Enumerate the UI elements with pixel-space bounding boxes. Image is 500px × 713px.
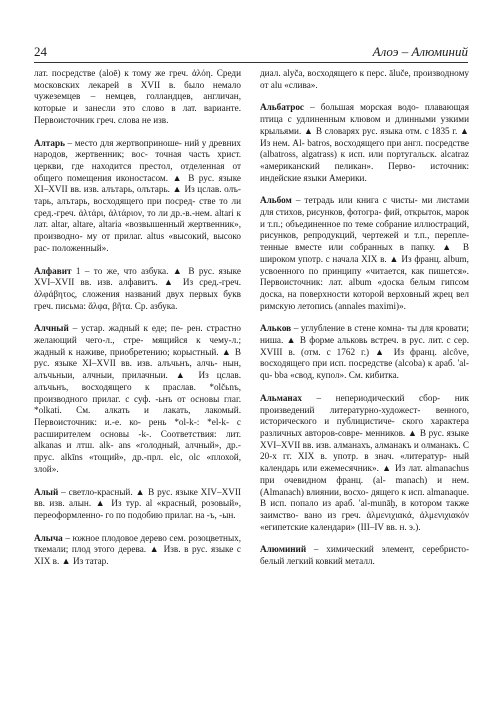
entry-line: «читается, как пишется». Первоисточник: (260, 265, 469, 288)
entry-line: источник: индейские языки Америки. (260, 160, 469, 183)
entry-line: производному от alu «слива». (260, 68, 469, 90)
entry-line: С 20-х гг. XIX в. употр. в знач. «литератур- (260, 439, 470, 462)
entry-line: серебристо-белый легкий ковкий металл. (260, 544, 469, 567)
entry-line: дящего к исп. almanaque. В исп. попало из (260, 486, 469, 509)
page-number: 24 (34, 44, 47, 59)
dictionary-entry (260, 102, 469, 184)
entry-line: стве то ли сред.-греч. ἀλτάρι, ἀλτάριον, то (34, 196, 241, 218)
entry-line-rest: 1 – то же, что азбука. ▲ В (71, 265, 195, 276)
entry-line: «возвышенный жертвенник», производно- (34, 219, 242, 242)
entry-line: batros, восходящего при англ. посредстве (307, 137, 469, 148)
entry-line: изв. алманахъ, алманакъ и олманакъ. (316, 439, 461, 450)
dictionary-entry (34, 487, 241, 522)
entry-line: В широком употр. с начала XIX в. ▲ Из (260, 242, 469, 264)
entry-line: менников. ▲ В рус. языке XVI–XVII вв. (260, 427, 470, 450)
entry-line: лат. album «доска белым гипсом доска, (260, 277, 470, 299)
entry-line-rest: – устар. жадный к еде; пе- (68, 323, 183, 334)
dictionary-entry (260, 544, 469, 567)
entry-line: репродукций, чертежей и т.п., перепле- (303, 230, 469, 241)
entry-headword: Алчный (34, 323, 69, 334)
left-column (34, 68, 241, 568)
entry-continuation (260, 68, 469, 91)
entry-headword: Алый (34, 486, 59, 497)
entry-line: араб. 'al-munāḫ, в котором также заимство- (260, 498, 469, 520)
entry-line: вел римскую летопись (annales maximi)». (260, 288, 470, 311)
entry-line: ans «голодный, алчный», др.-прус. alkīns (34, 440, 241, 463)
dictionary-entry (260, 323, 469, 382)
entry-line: 1762 г.) ▲ Из франц. alcôve, восходящего (260, 346, 469, 369)
entry-line-rest: – тетрадь или книга с чисты- (291, 195, 418, 206)
running-title: Алоэ – Алюминий (372, 44, 468, 59)
dictionary-entry (34, 323, 241, 475)
entry-line: лат. almanachus при очевидном франц. (al- (260, 463, 469, 485)
entry-line: розоцветных, ткемали; плод этого дерева. (34, 532, 242, 555)
entry-line: ний у древних народов, жертвенник; вос- (34, 137, 241, 160)
entry-line: *olčьnъ, производного прилаг. с суф. (34, 381, 242, 404)
entry-line: положенный». (52, 242, 109, 253)
entry-headword: Алтарь (34, 137, 65, 148)
entry-line-rest: – непериодический сбор- (301, 392, 441, 403)
entry-line: му от прилаг. altus «высокий, высоко рас- (34, 231, 242, 253)
entry-line: ▲ Изв. в рус. языке с XIX в. ▲ Из татар. (34, 544, 241, 567)
entry-line-rest: – большая морская водо- (304, 102, 419, 113)
entry-line: венного, исторического и публицистиче- (260, 404, 470, 427)
entry-headword: Альманах (260, 392, 302, 403)
entry-line: на поверхности которой верховный жрец (287, 288, 453, 299)
entry-line: языке XIV–XVII вв. изв. алын. ▲ Из тур. (34, 486, 241, 509)
entry-line: вано из греч. ἀλμενιχιακά, ἀλμενιχιακόν (304, 509, 469, 520)
entry-line: manach) и нем. (Almanach) влиянии, восхо- (260, 474, 469, 497)
entry-line: ник произведений литературно-художест- (260, 392, 470, 415)
entry-line: ли др.-в.-нем. altari к лат. altar, altare, altaria (34, 207, 242, 230)
entry-headword: Альбатрос (260, 102, 305, 113)
entry-line: нын, алъчьныи, алчныи, прилачныи. ▲ (34, 358, 242, 381)
entry-continuation (34, 68, 241, 127)
entry-line-rest: – южное плодовое дерево сем. (62, 532, 186, 543)
entry-line: названий двух первых букв греч. письма: (34, 288, 242, 311)
right-column (260, 68, 469, 568)
entry-line: престол, отделенная от общего помещения (34, 160, 241, 183)
entry-line: встреч. в рус. лит. с сер. XVIII в. (отм. с (260, 335, 469, 357)
entry-line: ▲ Из сред.-греч. ἀλφάβητος, сложения (34, 277, 242, 299)
entry-line: al «красный, розовый», переоформленно- (34, 498, 242, 520)
entry-line: точная часть христ. церкви, где находится (34, 149, 242, 171)
entry-line: фий, открыток, марок и т.п.; объединенное (260, 207, 469, 229)
entry-line: диал. alyča, восходящего к перс. āluče, (260, 68, 411, 78)
entry-line: длинными узкими крыльями. ▲ В словарях (260, 114, 470, 136)
entry-headword: Алфавит (34, 265, 72, 276)
entry-headword: Алюминий (260, 544, 307, 555)
entry-line: рус. языке XVI–XVII вв. изв. алфавитъ. (34, 265, 241, 288)
header-rule (34, 62, 468, 63)
entry-line: приобретению; корыстный. ▲ В рус. (34, 346, 242, 369)
entry-headword: Альбом (260, 195, 292, 206)
entry-line: мящийся к чему-л.; жадный к наживе, (34, 335, 242, 357)
entry-line: по теме собрание иллюстраций, рисунков, (260, 218, 469, 241)
entry-line: -ьнъ от основы глаг. *olkati. См. алкать и (34, 393, 241, 416)
entry-line: Среди московских лекарей в XVII в. было (34, 68, 242, 90)
dictionary-entry (34, 138, 241, 255)
entry-line-rest: – место для жертвоприноше- (64, 137, 182, 148)
entry-line: тарь, алътарь, восходящего при посред- (34, 196, 196, 207)
entry-line: bba «свод, купол». См. кибитка. (274, 370, 399, 381)
entry-line: при исп. посредстве (alcoba) к араб. 'al-qu- (260, 358, 469, 381)
dictionary-entry (260, 195, 469, 312)
entry-line: ского характера различных авторов-совре- (260, 416, 469, 438)
entry-line: -k-. Соответствия: лит. alkanas и лтш. alk- (34, 428, 242, 451)
entry-line: ный календарь или ежемесячник». ▲ Из (260, 451, 469, 474)
entry-line: ми листами для стихов, рисунков, фотогра- (260, 195, 470, 218)
dictionary-entry (34, 266, 241, 313)
entry-line: плавающая птица с удлиненным клювом и (260, 102, 469, 125)
entry-line: тенные вместе или собранных в папку. ▲ (260, 242, 456, 253)
entry-headword: Алыча (34, 532, 63, 543)
entry-line: лат. посредстве (aloē) к тому же греч. ἀλόη. (34, 68, 213, 78)
entry-line-rest: – углубление в стене комна- (291, 323, 405, 334)
entry-line: англичан, которые и занесли это слово в (34, 91, 241, 114)
entry-line-rest: – светло-красный. ▲ В рус. (58, 486, 173, 497)
entry-line: рен. страстно желающий чего-л., стре- (34, 323, 242, 346)
entry-line: не изв. (141, 114, 169, 125)
entry-line: лакать, лакомый. Первоисточник: и.-е. ко- (34, 405, 242, 427)
entry-line: Из цслав. алъчьнъ, восходящего к праслав. (34, 370, 241, 392)
entry-headword: Альков (260, 323, 292, 334)
entry-line: иконостасом. ▲ В рус. языке XI–XVII вв. (34, 172, 242, 195)
entry-line: рень *ol-k-: *el-k- с расширителем основы (34, 416, 242, 439)
entry-line: го по подобию прилаг. на -ъ, -ын. (105, 509, 236, 520)
entry-line: (albatross, algatrass) к исп. или португальск. (260, 149, 437, 160)
dictionary-entry (34, 533, 241, 568)
entry-line: «тощий», др.-прл. elc, olc «плохой, злой». (34, 452, 242, 474)
entry-line: лат. варианте. Первоисточник греч. слова (34, 103, 242, 125)
entry-line: рус. языка отм. с 1835 г. ▲ Из нем. Al- (260, 125, 470, 148)
entry-line: «египетские календари» (III–IV вв. н. э.). (260, 521, 421, 532)
entry-line-rest: – химический элемент, (306, 544, 415, 555)
entry-line: ты для кровати; ниша. ▲ В форме альковь (260, 323, 469, 346)
entry-line: языке XI–XVII вв. изв. алъчьнъ, алчь- (54, 358, 218, 369)
entry-line: alcatraz «американский пеликан». Перво- (260, 149, 469, 171)
entry-line: ἄλφα, βῆτα. Ср. азбука. (88, 300, 178, 311)
entry-line: франц. album, усвоенного по принципу (260, 253, 469, 276)
dictionary-entry (260, 393, 469, 533)
entry-line: изв. алътарь, олътарь. ▲ Из цслав. олъ- (83, 184, 241, 195)
entry-line: немало чужеземцев – немцев, голландцев, (34, 79, 241, 102)
